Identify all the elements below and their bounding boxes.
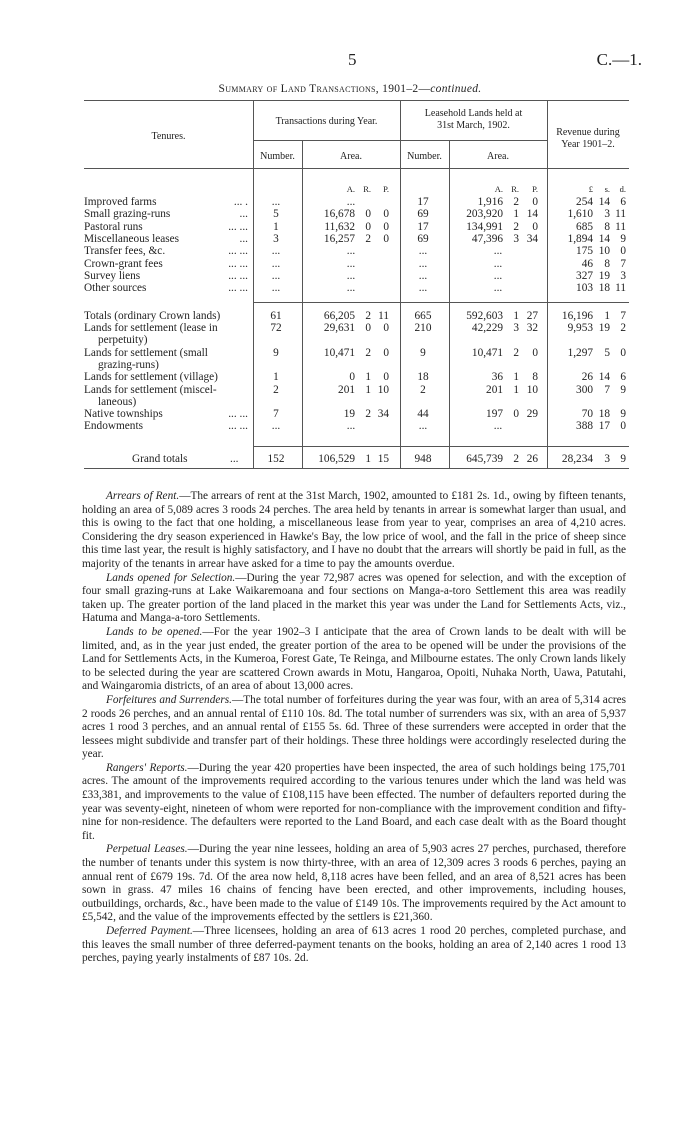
paragraph-heading: Rangers' Reports. (106, 761, 188, 774)
table-row-leasehold-acres: 201 (486, 383, 503, 396)
table-row-leasehold-number: ... (418, 420, 428, 433)
table-row-perches: 0 (383, 220, 389, 233)
table-row-leasehold-number: ... (418, 282, 428, 295)
table-row-number: 5 (273, 208, 279, 221)
table-row-leasehold-perches: 0 (532, 220, 538, 233)
paragraph-text: —During the year 420 properties have been inspected, the area of such holdings being 175,701 acres. The amount of the improvements required according to the various tenures under which the land was held was £33,381, and improvements to the value of £108,115 have been effected. The number of defaulters reported during the year was seventy-eight, nineteen of whom were reported for non-compliance with the improvement condition and fifty-nine for non-residence. The defaulters were reported to the Land Board, and each case dealt with as the Board thought fit. (82, 761, 626, 842)
table-row-perches: 10 (377, 383, 389, 396)
table-row-label: Other sources (84, 282, 147, 295)
col-header-transactions: Transactions during Year. (275, 116, 378, 127)
table-row-area-dots: ... (346, 269, 356, 282)
table-row-leasehold-acres: 36 (491, 371, 503, 384)
table-row-leasehold-perches: 29 (526, 408, 538, 421)
table-row-number: 3 (273, 232, 279, 245)
paragraph (82, 572, 626, 626)
table-row-number: 1 (273, 371, 279, 384)
table-row-number: ... (271, 245, 281, 258)
table-row-revenue-pence: 6 (620, 371, 626, 384)
table-row-revenue-shillings: 7 (604, 383, 610, 396)
table-row-leasehold-number: 18 (417, 371, 429, 384)
table-row-revenue-pence: 9 (620, 408, 626, 421)
table-row-revenue-pounds: 103 (576, 282, 593, 295)
table-row-acres: 0 (349, 371, 355, 384)
table-row-revenue-pence: 0 (620, 346, 626, 359)
table-row-leasehold-roods: 1 (513, 208, 519, 221)
table-row-perches: 11 (378, 310, 389, 322)
table-row-label: Small grazing-runs (84, 208, 171, 221)
table-row-revenue-pounds: 327 (576, 269, 593, 282)
table-row-leasehold-acres: 203,920 (466, 208, 503, 221)
unit-shillings: s. (604, 184, 610, 194)
grand-totals-leasehold-acres: 645,739 (466, 453, 503, 465)
table-row-leasehold-number: ... (418, 257, 428, 270)
table-row-number: 2 (273, 383, 279, 396)
table-row-revenue-shillings: 17 (598, 420, 610, 433)
table-row-leasehold-perches: 0 (532, 196, 538, 208)
unit-acres-leasehold: A. (494, 184, 503, 194)
table-row-number: ... (271, 257, 281, 270)
table-row-leader-dots: ... (239, 232, 248, 245)
table-row-leader-dots: ... ... (228, 257, 248, 270)
table-row-roods: 1 (365, 371, 371, 384)
table-row-leader-dots: ... ... (228, 220, 248, 233)
paragraph (82, 762, 626, 844)
table-bottom-rule (84, 468, 629, 469)
table-row-roods: 1 (365, 383, 371, 396)
table-row-label: Improved farms (84, 196, 157, 208)
table-row-leader-dots: ... ... (228, 245, 248, 258)
table-row-leasehold-acres: 134,991 (466, 220, 503, 233)
table-row-area-dots: ... (346, 257, 356, 270)
table-row-number: 61 (270, 310, 282, 322)
col-header-number-leasehold: Number. (407, 151, 442, 162)
paragraph (82, 843, 626, 925)
table-row-revenue-pence: 7 (620, 310, 626, 322)
table-row-number: ... (271, 269, 281, 282)
table-row-area-dots: ... (346, 196, 356, 208)
table-row-revenue-pounds: 254 (576, 196, 593, 208)
table-row-revenue-pounds: 685 (576, 220, 593, 233)
table-row-roods: 0 (365, 220, 371, 233)
table-row-leasehold-roods: 2 (513, 196, 519, 208)
table-row-revenue-pence: 7 (620, 257, 626, 270)
grand-totals-dots: ... (230, 453, 239, 465)
table-row-acres: 19 (343, 408, 355, 421)
table-row-revenue-shillings: 14 (598, 196, 610, 208)
table-row-label-cont: perpetuity) (98, 334, 148, 347)
table-row-acres: 29,631 (323, 322, 355, 335)
table-row-revenue-pence: 11 (615, 282, 626, 295)
table-row-leader-dots: ... ... (228, 269, 248, 282)
table-row-leasehold-roods: 0 (513, 408, 519, 421)
unit-pounds: £ (588, 184, 593, 194)
table-row-roods: 0 (365, 208, 371, 221)
paragraph-heading: Lands to be opened. (106, 625, 203, 638)
table-row-number: 1 (273, 220, 279, 233)
summary-title-suffix: continued. (430, 83, 482, 95)
col-header-area-leasehold: Area. (487, 151, 509, 162)
unit-roods: R. (363, 184, 371, 194)
table-row-label: Endowments (84, 420, 143, 433)
table-row-leasehold-number: 665 (414, 310, 432, 322)
table-row-leasehold-area-dots: ... (493, 257, 503, 270)
paragraph-heading: Perpetual Leases. (106, 843, 188, 856)
page-number: 5 (348, 50, 357, 69)
unit-perches: P. (383, 184, 389, 194)
table-row-label: Pastoral runs (84, 220, 143, 233)
table-row-revenue-pounds: 46 (581, 257, 593, 270)
table-row-leasehold-perches: 10 (526, 383, 538, 396)
table-row-leasehold-roods: 1 (513, 371, 519, 384)
table-row-roods: 2 (365, 232, 371, 245)
table-row-label: Survey liens (84, 269, 141, 282)
summary-title (0, 83, 700, 95)
table-row-leasehold-area-dots: ... (493, 282, 503, 295)
paragraph-heading: Deferred Payment. (106, 925, 193, 937)
paragraph-heading: Lands opened for Selection. (106, 571, 236, 584)
table-row-area-dots: ... (346, 245, 356, 258)
table-row-leasehold-perches: 32 (526, 322, 538, 335)
table-row-label: Crown-grant fees (84, 257, 163, 270)
grand-totals-perches: 15 (377, 453, 389, 465)
table-row-leasehold-acres: 10,471 (471, 346, 503, 359)
paragraph-heading: Arrears of Rent. (106, 490, 180, 502)
col-header-leasehold-2: 31st March, 1902. (437, 120, 510, 131)
table-row-leasehold-number: 210 (414, 322, 432, 335)
table-row-leasehold-acres: 1,916 (477, 196, 503, 208)
table-row-number: ... (271, 420, 281, 433)
table-row-leader-dots: ... ... (228, 408, 248, 421)
grand-totals-revenue-pounds: 28,234 (561, 453, 593, 465)
table-row-label: Lands for settlement (lease in (84, 322, 218, 335)
table-row-revenue-shillings: 19 (598, 322, 610, 335)
table-row-leasehold-number: 44 (417, 408, 429, 421)
table-row-revenue-pounds: 26 (581, 371, 593, 384)
table-row-perches: 34 (377, 408, 389, 421)
table-row-roods: 2 (365, 346, 371, 359)
table-row-label: Native townships (84, 408, 163, 421)
paragraph-text: —For the year 1902–3 I anticipate that the area of Crown lands to be dealt with will be limited, and, as in the year just ended, the greater portion of the area to be opened will be under the provisions of the Land for Settlements Acts, in the Kumeroa, Forest Gate, Te Reinga, and Milbourne estates. The only Crown lands likely to be selected during the year are scattered Crown awards in Motu, Hangaroa, Opoiti, Nuhaka North, Uawa, Patutahi, and Waingaromia districts, of an area of about 13,000 acres. (82, 625, 626, 693)
table-row-leasehold-acres: 592,603 (466, 310, 503, 322)
table-row-revenue-pence: 6 (620, 196, 626, 208)
grand-totals-number: 152 (267, 453, 285, 465)
table-row-leasehold-number: 69 (417, 208, 429, 221)
table-row-leasehold-acres: 47,396 (471, 232, 503, 245)
table-row-leader-dots: ... (239, 208, 248, 221)
table-row-roods: 0 (365, 322, 371, 335)
table-row-revenue-shillings: 3 (604, 208, 610, 221)
table-row-leasehold-perches: 8 (532, 371, 538, 384)
table-row-roods: 2 (365, 408, 371, 421)
table-row-revenue-shillings: 18 (598, 282, 610, 295)
grand-totals-revenue-shillings: 3 (604, 453, 610, 465)
table-row-acres: 11,632 (324, 220, 355, 233)
column-rule (547, 101, 548, 468)
col-header-leasehold-1: Leasehold Lands held at (424, 108, 523, 119)
col-header-number: Number. (260, 151, 295, 162)
report-body (82, 490, 626, 966)
table-row-revenue-shillings: 8 (604, 220, 610, 233)
table-row-area-dots: ... (346, 420, 356, 433)
table-row-acres: 201 (338, 383, 355, 396)
table-row-leasehold-number: 17 (417, 196, 429, 208)
table-row-leasehold-perches: 14 (526, 208, 538, 221)
subtotal-top-rule (253, 302, 629, 303)
table-row-revenue-pence: 0 (620, 245, 626, 258)
table-row-perches: 0 (383, 208, 389, 221)
table-row-revenue-pence: 2 (620, 322, 626, 335)
grand-totals-roods: 1 (365, 453, 371, 465)
unit-acres: A. (346, 184, 355, 194)
grand-totals-leasehold-number: 948 (414, 453, 432, 465)
table-row-revenue-shillings: 10 (598, 245, 610, 258)
table-row-number: ... (271, 196, 281, 208)
table-row-label: Lands for settlement (village) (84, 371, 218, 384)
table-row-roods: 2 (365, 310, 371, 322)
table-row-revenue-shillings: 1 (604, 310, 610, 322)
table-row-revenue-shillings: 5 (604, 346, 610, 359)
table-row-revenue-shillings: 14 (598, 371, 610, 384)
table-row-number: 9 (273, 346, 279, 359)
table-row-revenue-pounds: 1,297 (567, 346, 593, 359)
table-row-label: Miscellaneous leases (84, 232, 180, 245)
table-row-label: Totals (ordinary Crown lands) (84, 310, 221, 322)
col-header-tenures: Tenures. (151, 131, 186, 142)
table-row-leasehold-roods: 1 (513, 310, 519, 322)
paragraph (82, 694, 626, 762)
grand-totals-acres: 106,529 (318, 453, 355, 465)
table-row-revenue-pence: 9 (620, 383, 626, 396)
table-row-leasehold-roods: 2 (513, 346, 519, 359)
paragraph-text: —Three licensees, holding an area of 613 acres 1 rood 20 perches, completed purchase, and this leaves the small number of three deferred-payment tenants on the books, holding an area of 2,140 acres 1 rood 13 perches, paying yearly instalments of £87 10s. 2d. (82, 925, 626, 965)
table-row-revenue-shillings: 18 (598, 408, 610, 421)
table-row-revenue-pounds: 388 (576, 420, 593, 433)
grand-totals-revenue-pence: 9 (620, 453, 626, 465)
table-row-number: 7 (273, 408, 279, 421)
table-row-leasehold-area-dots: ... (493, 420, 503, 433)
table-row-revenue-pence: 0 (620, 420, 626, 433)
table-row-revenue-pounds: 1,894 (567, 232, 593, 245)
table-row-leasehold-number: ... (418, 269, 428, 282)
grand-totals-leasehold-roods: 2 (513, 453, 519, 465)
table-row-acres: 16,678 (323, 208, 355, 221)
table-row-perches: 0 (383, 322, 389, 335)
table-row-leasehold-number: 9 (420, 346, 426, 359)
paragraph-text: —During the year nine lessees, holding an area of 5,903 acres 27 perches, purchased, therefore the number of tenants under this system is now thirty-three, with an area of 12,309 acres 3 roods 6 perches, paying an annual rent of £679 19s. 7d. Of the area now held, 8,118 acres have been felled, and an area of 8,521 acres has been sown in grass. 47 miles 16 chains of fencing have been erected, and other improvements, including houses, outbuildings, orchards, &c., have been made to the value of £149 10s. The improvements required by the Act amount to £5,542, and the value of the improvements effected by the settlers is £21,360. (82, 843, 626, 924)
table-row-revenue-pence: 11 (615, 208, 626, 221)
col-header-revenue-2: Year 1901–2. (561, 139, 615, 150)
table-row-leasehold-perches: 27 (526, 310, 538, 322)
table-row-leasehold-acres: 197 (486, 408, 503, 421)
table-row-label: Transfer fees, &c. (84, 245, 166, 258)
table-row-label-cont: grazing-runs) (98, 358, 159, 371)
table-row-revenue-pounds: 70 (581, 408, 593, 421)
table-row-revenue-pounds: 1,610 (567, 208, 593, 221)
table-row-revenue-pounds: 16,196 (561, 310, 593, 322)
table-row-revenue-pounds: 9,953 (567, 322, 593, 335)
summary-title-main: Summary of Land Transactions, 1901–2— (218, 83, 431, 95)
table-row-revenue-pounds: 175 (576, 245, 593, 258)
table-row-label-cont: laneous) (98, 395, 137, 408)
table-row-leasehold-area-dots: ... (493, 245, 503, 258)
unit-pence: d. (619, 184, 626, 194)
table-row-revenue-pence: 9 (620, 232, 626, 245)
table-row-leasehold-number: 2 (420, 383, 426, 396)
document-reference: C.—1. (596, 50, 642, 69)
table-row-leasehold-number: 17 (417, 220, 429, 233)
col-header-area: Area. (340, 151, 362, 162)
table-row-leasehold-area-dots: ... (493, 269, 503, 282)
table-row-leasehold-roods: 1 (513, 383, 519, 396)
paragraph-heading: Forfeitures and Surrenders. (106, 693, 232, 706)
table-row-leasehold-roods: 2 (513, 220, 519, 233)
table-row-acres: 10,471 (323, 346, 355, 359)
table-row-revenue-pence: 3 (620, 269, 626, 282)
table-row-acres: 16,257 (323, 232, 355, 245)
grand-totals-label: Grand totals (132, 453, 188, 465)
table-row-leader-dots: ... ... (228, 420, 248, 433)
table-row-revenue-shillings: 19 (598, 269, 610, 282)
table-row-label: Lands for settlement (small (84, 346, 208, 359)
table-row-revenue-shillings: 8 (604, 257, 610, 270)
grand-totals-leasehold-perches: 26 (526, 453, 538, 465)
paragraph (82, 490, 626, 572)
table-row-acres: 66,205 (323, 310, 355, 322)
table-row-revenue-shillings: 14 (598, 232, 610, 245)
table-row-leader-dots: ... ... (228, 282, 248, 295)
table-row-leasehold-perches: 0 (532, 346, 538, 359)
unit-roods-leasehold: R. (511, 184, 519, 194)
unit-perches-leasehold: P. (532, 184, 538, 194)
grand-top-rule (253, 446, 629, 447)
table-row-leasehold-acres: 42,229 (471, 322, 503, 335)
table-row-leasehold-number: ... (418, 245, 428, 258)
table-row-label: Lands for settlement (miscel- (84, 383, 217, 396)
table-row-leasehold-perches: 34 (526, 232, 538, 245)
table-row-leasehold-roods: 3 (513, 322, 519, 335)
table-row-revenue-pounds: 300 (576, 383, 593, 396)
paragraph-text: —During the year 72,987 acres was opened for selection, and with the exception of four small grazing-runs at Lake Waikaremoana and four sections on Manga-a-toro Settlement this area was readily taken up. The greater portion of the land placed in the market this year was under the Land for Settlements Acts, viz., Hatuma and Manga-a-toro Settlements. (82, 571, 626, 625)
table-row-leader-dots: ... . (233, 196, 248, 208)
table-row-leasehold-roods: 3 (513, 232, 519, 245)
table-row-area-dots: ... (346, 282, 356, 295)
paragraph-text: —The arrears of rent at the 31st March, 1902, amounted to £181 2s. 1d., owing by fifteen tenants, holding an area of 5,089 acres 3 roods 24 perches. The area held by tenants in arrear is somewhat larger than usual, and this is owing to the fact that one holding, a miscellaneous lease from year to year, comprises an area of 4,210 acres. Considering the dry season experienced in Hawke's Bay, the low price of wool, and the fall in the price of sheep since this time last year, the result is highly satisfactory, and I have no doubt that the arrears will shortly be paid in full, as the majority of the tenants in arrear have asked for a time to pay the amounts overdue. (82, 490, 626, 570)
col-header-revenue-1: Revenue during (556, 127, 620, 138)
table-row-perches: 0 (383, 232, 389, 245)
table-row-leasehold-number: 69 (417, 232, 429, 245)
table-row-revenue-pence: 11 (615, 220, 626, 233)
paragraph-text: —The total number of forfeitures during the year was four, with an area of 5,314 acres 2 roods 26 perches, and an annual rental of £110 10s. 8d. The total number of surrenders was six, with an area of 5,937 acres 1 rood 3 perches, and an annual rental of £155 5s. 6d. Three of these surrenders were accepted in order that the lessees might subdivide and transfer part of their holdings. These three holdings were accordingly reselected during the year. (82, 693, 627, 761)
table-row-perches: 0 (383, 346, 389, 359)
paragraph (82, 925, 626, 966)
table-row-number: ... (271, 282, 281, 295)
table-row-perches: 0 (383, 371, 389, 384)
table-row-number: 72 (270, 322, 282, 335)
paragraph (82, 626, 626, 694)
